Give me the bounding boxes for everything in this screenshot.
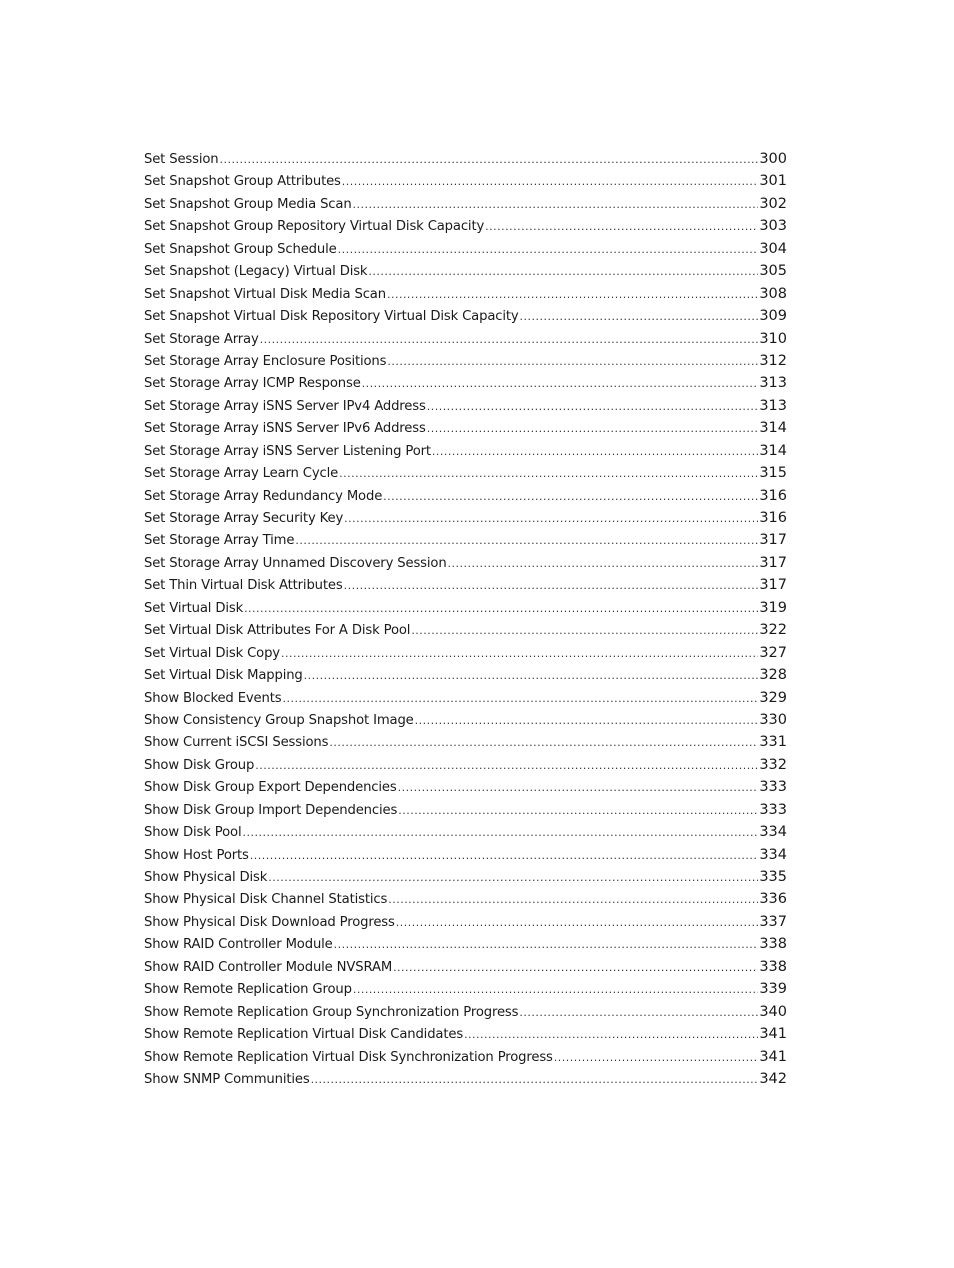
toc-leader-dots [362,373,759,394]
toc-entry-title: Set Storage Array Enclosure Positions [144,353,387,369]
toc-entry-page: 340 [759,1003,787,1020]
toc-entry-page: 302 [759,195,787,212]
toc-entry-title: Show Disk Group Export Dependencies [144,780,397,796]
toc-entry-title: Set Snapshot Group Attributes [144,174,341,190]
toc-entry-title: Show Remote Replication Virtual Disk Candidates [144,1027,464,1043]
toc-entry[interactable] [144,260,787,282]
toc-entry-page: 310 [759,330,787,347]
toc-entry-page: 317 [759,554,787,571]
toc-entry[interactable] [144,328,787,350]
toc-entry-title: Show RAID Controller Module NVSRAM [144,959,393,975]
toc-entry-page: 314 [759,420,787,437]
toc-entry-title: Set Snapshot Group Repository Virtual Disk Capacity [144,219,485,235]
toc-entry-title: Set Storage Array ICMP Response [144,376,361,392]
toc-leader-dots [393,957,758,978]
toc-entry[interactable] [144,440,787,462]
toc-entry[interactable] [144,148,787,170]
toc-entry-page: 312 [759,352,787,369]
toc-entry-page: 338 [759,936,787,953]
toc-leader-dots [353,979,758,1000]
toc-entry[interactable] [144,709,787,731]
toc-leader-dots [432,441,758,462]
toc-entry-page: 328 [759,667,787,684]
toc-entry-title: Show Host Ports [144,847,249,863]
toc-entry-page: 300 [759,151,787,167]
toc-entry-title: Show Remote Replication Virtual Disk Synchronization Progress [144,1049,553,1065]
toc-leader-dots [387,351,758,372]
toc-leader-dots [282,688,758,709]
toc-entry-page: 333 [759,779,787,796]
toc-entry[interactable] [144,619,787,641]
toc-entry[interactable] [144,597,787,619]
toc-leader-dots [281,643,758,664]
toc-entry-page: 313 [759,397,787,414]
toc-entry-title: Set Storage Array Time [144,533,295,549]
toc-entry-page: 338 [759,958,787,975]
toc-entry-page: 316 [759,487,787,504]
toc-leader-dots [338,239,759,260]
toc-entry-title: Set Storage Array iSNS Server IPv4 Address [144,398,426,414]
toc-entry-page: 327 [759,644,787,661]
toc-leader-dots [398,777,759,798]
toc-leader-dots [295,530,758,551]
toc-entry-page: 341 [759,1026,787,1043]
toc-entry[interactable] [144,978,787,1000]
toc-entry[interactable] [144,933,787,955]
toc-entry-page: 305 [759,263,787,280]
toc-entry[interactable] [144,305,787,327]
toc-leader-dots [268,867,758,888]
toc-leader-dots [368,261,758,282]
toc-entry[interactable] [144,372,787,394]
toc-entry-page: 322 [759,622,787,639]
toc-entry-title: Show Remote Replication Group [144,982,352,998]
toc-entry-title: Set Snapshot Group Schedule [144,241,337,257]
toc-entry[interactable] [144,574,787,596]
toc-leader-dots [334,934,759,955]
toc-leader-dots [311,1069,759,1090]
toc-entry-title: Show Consistency Group Snapshot Image [144,712,414,728]
toc-entry[interactable] [144,417,787,439]
toc-entry[interactable] [144,462,787,484]
toc-entry-page: 333 [759,801,787,818]
toc-leader-dots [342,171,759,192]
toc-entry-page: 331 [759,734,787,751]
toc-leader-dots [383,486,758,507]
toc-entry-title: Show Physical Disk Download Progress [144,914,395,930]
toc-entry-page: 314 [759,442,787,459]
toc-entry[interactable] [144,238,787,260]
toc-entry-title: Show SNMP Communities [144,1071,310,1087]
toc-leader-dots [520,306,759,327]
toc-entry[interactable] [144,776,787,798]
toc-entry-page: 334 [759,824,787,841]
toc-entry[interactable] [144,395,787,417]
toc-entry-page: 335 [759,869,787,885]
toc-entry-page: 308 [759,285,787,302]
toc-entry-page: 330 [759,711,787,728]
toc-entry-title: Show Physical Disk Channel Statistics [144,892,388,908]
toc-entry-title: Set Storage Array iSNS Server IPv6 Address [144,421,426,437]
toc-entry-page: 301 [759,173,787,190]
toc-leader-dots [519,1002,758,1023]
toc-entry-title: Set Thin Virtual Disk Attributes [144,578,343,594]
toc-entry-page: 316 [759,510,787,526]
toc-leader-dots [255,755,758,776]
toc-entry[interactable] [144,1068,787,1090]
toc-entry-title: Set Storage Array Unnamed Discovery Session [144,555,447,571]
toc-entry-title: Set Virtual Disk Copy [144,645,280,661]
toc-entry[interactable] [144,1046,787,1068]
toc-entry-page: 317 [759,577,787,594]
toc-entry[interactable] [144,844,787,866]
toc-entry[interactable] [144,552,787,574]
toc-entry-title: Set Snapshot (Legacy) Virtual Disk [144,264,368,280]
toc-entry[interactable] [144,799,787,821]
toc-entry-title: Set Session [144,152,219,167]
toc-entry-title: Show Disk Pool [144,825,242,841]
toc-entry[interactable] [144,754,787,776]
toc-entry-page: 313 [759,375,787,392]
toc-leader-dots [427,418,759,439]
toc-leader-dots [220,149,759,170]
toc-entry-title: Set Storage Array iSNS Server Listening Port [144,443,431,459]
toc-entry[interactable] [144,1001,787,1023]
toc-entry[interactable] [144,956,787,978]
toc-leader-dots [415,710,759,731]
toc-entry[interactable] [144,1023,787,1045]
toc-leader-dots [448,553,759,574]
toc-entry-title: Set Snapshot Virtual Disk Repository Virtual Disk Capacity [144,309,519,325]
toc-entry-title: Show Physical Disk [144,870,268,885]
toc-entry[interactable] [144,507,787,529]
toc-entry[interactable] [144,866,787,888]
toc-entry-title: Set Storage Array [144,331,259,347]
toc-entry[interactable] [144,283,787,305]
toc-entry-title: Show Blocked Events [144,690,282,706]
table-of-contents [144,148,787,1090]
toc-entry[interactable] [144,642,787,664]
toc-leader-dots [485,216,758,237]
toc-entry-page: 309 [759,308,787,325]
toc-leader-dots [353,194,759,215]
toc-entry-page: 317 [759,532,787,549]
toc-entry-page: 332 [759,756,787,773]
toc-entry-title: Set Virtual Disk Attributes For A Disk Pool [144,623,411,639]
toc-entry-title: Show Disk Group Import Dependencies [144,802,398,818]
toc-leader-dots [388,889,758,910]
toc-leader-dots [387,284,758,305]
toc-entry[interactable] [144,731,787,753]
toc-entry-title: Show RAID Controller Module [144,937,333,953]
toc-leader-dots [554,1047,759,1068]
toc-leader-dots [339,463,758,484]
toc-entry[interactable] [144,529,787,551]
toc-entry-title: Set Storage Array Security Key [144,511,344,526]
toc-entry[interactable] [144,687,787,709]
toc-entry-page: 319 [759,599,787,616]
toc-leader-dots [344,575,759,596]
toc-entry-title: Set Virtual Disk [144,600,244,616]
toc-leader-dots [427,396,759,417]
toc-entry-page: 342 [759,1070,787,1087]
toc-leader-dots [329,732,758,753]
toc-entry-page: 329 [759,689,787,706]
toc-leader-dots [398,800,758,821]
toc-entry-page: 315 [759,465,787,482]
toc-leader-dots [411,620,758,641]
toc-entry-title: Set Snapshot Virtual Disk Media Scan [144,286,386,302]
toc-entry-title: Show Current iSCSI Sessions [144,735,329,751]
toc-leader-dots [304,665,759,686]
toc-leader-dots [396,912,759,933]
toc-entry-title: Show Remote Replication Group Synchronization Progress [144,1004,519,1020]
toc-entry[interactable] [144,821,787,843]
toc-entry-page: 341 [759,1048,787,1065]
toc-entry[interactable] [144,193,787,215]
toc-entry-title: Show Disk Group [144,757,255,773]
toc-entry-title: Set Storage Array Redundancy Mode [144,488,383,504]
toc-entry-page: 304 [759,240,787,257]
toc-entry-page: 336 [759,891,787,908]
toc-entry-title: Set Storage Array Learn Cycle [144,466,339,482]
toc-entry[interactable] [144,888,787,910]
toc-leader-dots [244,598,758,619]
toc-entry[interactable] [144,664,787,686]
toc-entry-page: 339 [759,981,787,998]
toc-leader-dots [242,822,758,843]
toc-leader-dots [250,845,759,866]
toc-entry-title: Set Virtual Disk Mapping [144,668,303,684]
toc-entry-page: 334 [759,846,787,863]
toc-entry[interactable] [144,215,787,237]
toc-entry[interactable] [144,350,787,372]
toc-entry[interactable] [144,170,787,192]
toc-entry-page: 337 [759,913,787,930]
toc-entry[interactable] [144,485,787,507]
toc-entry[interactable] [144,911,787,933]
toc-leader-dots [464,1024,758,1045]
toc-entry-page: 303 [759,218,787,235]
toc-leader-dots [344,508,758,529]
toc-leader-dots [260,329,759,350]
toc-entry-title: Set Snapshot Group Media Scan [144,196,352,212]
